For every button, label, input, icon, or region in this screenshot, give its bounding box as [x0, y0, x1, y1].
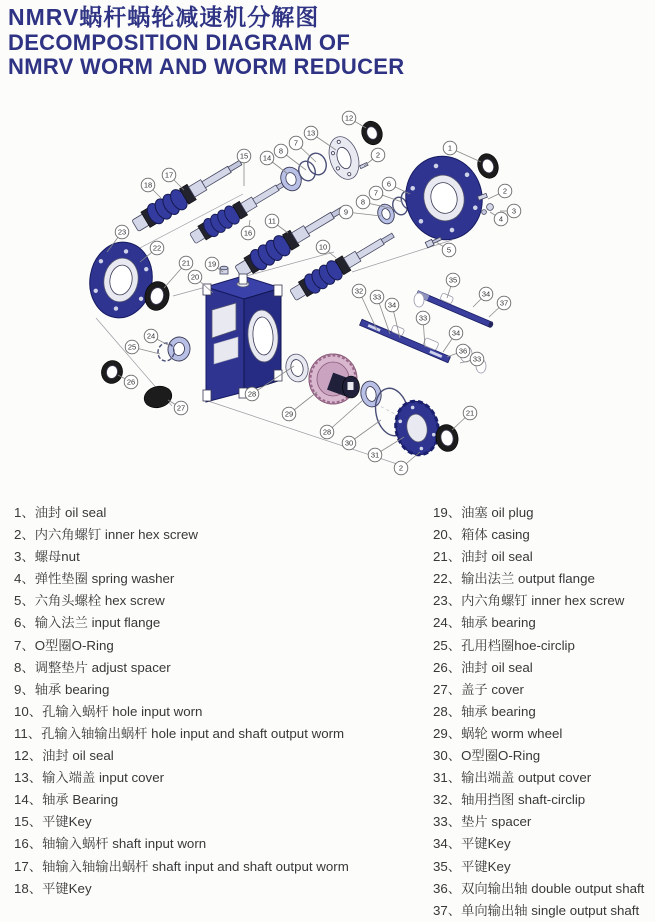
callout-number: 13	[306, 128, 316, 138]
callout-number: 21	[181, 258, 191, 268]
parts-list-item: 9、轴承 bearing	[14, 681, 110, 697]
callout-number: 17	[164, 170, 174, 180]
callout-number: 30	[344, 438, 354, 448]
callout-number: 18	[143, 180, 153, 190]
parts-list-item: 14、轴承 Bearing	[14, 792, 119, 808]
parts-list-item: 7、O型圈O-Ring	[14, 637, 114, 653]
parts-list-item: 27、盖子 cover	[433, 681, 524, 697]
callout-number: 2	[398, 463, 404, 473]
parts-list-item: 6、输入法兰 input flange	[14, 615, 161, 631]
input-cover	[324, 133, 364, 183]
oil-plug	[220, 266, 228, 274]
callout-number: 10	[318, 242, 328, 252]
parts-list-item: 11、孔输入轴输出蜗杆 hole input and shaft output worm	[14, 725, 345, 741]
callout-number: 9	[343, 207, 349, 217]
callout-number: 26	[126, 377, 136, 387]
callout-number: 35	[448, 275, 458, 285]
callout-number: 34	[481, 289, 491, 299]
output-wheel-assembly	[283, 352, 460, 459]
page-title-zh: NMRV蜗杆蜗轮减速机分解图	[8, 4, 320, 30]
bearing-24	[166, 335, 192, 362]
lower-left-parts	[99, 335, 192, 410]
parts-list-item: 33、垫片 spacer	[433, 814, 532, 830]
parts-list-item: 29、蜗轮 worm wheel	[433, 725, 563, 741]
callout-number: 22	[152, 243, 162, 253]
parts-list-item: 30、O型圈O-Ring	[433, 748, 541, 764]
callout-number: 4	[498, 214, 504, 224]
parts-list-item: 4、弹性垫圈 spring washer	[14, 571, 175, 587]
callout-number: 2	[375, 150, 381, 160]
callout-number: 32	[354, 286, 364, 296]
parts-list-item: 18、平键Key	[14, 880, 92, 896]
callout-number: 24	[146, 331, 156, 341]
callout-number: 31	[370, 450, 380, 460]
cover-27	[142, 383, 174, 410]
parts-list-item: 15、平键Key	[14, 814, 92, 830]
double-output-shaft	[360, 319, 451, 362]
oil-seal-12	[358, 118, 386, 148]
callout-number: 36	[458, 346, 468, 356]
page-title-en-line1: DECOMPOSITION DIAGRAM OF	[8, 30, 351, 55]
parts-list-item: 31、输出端盖 output cover	[433, 770, 592, 786]
callout-number: 21	[465, 408, 475, 418]
parts-list-item: 25、孔用档圈hoe-circlip	[433, 637, 575, 653]
callout-number: 16	[243, 228, 253, 238]
callout-number: 27	[176, 403, 186, 413]
callout-number: 20	[190, 272, 200, 282]
parts-list-item: 20、箱体 casing	[433, 527, 530, 543]
page-title-en-line2: NMRV WORM AND WORM REDUCER	[8, 54, 405, 79]
callout-number: 15	[239, 151, 249, 161]
callout-number: 8	[278, 146, 284, 156]
callout-number: 28	[322, 427, 332, 437]
callout-number: 33	[472, 354, 482, 364]
parts-list-item: 26、油封 oil seal	[433, 659, 533, 675]
parts-list-item: 3、螺母nut	[14, 549, 80, 565]
parts-list-left	[14, 502, 349, 900]
worm-wheel	[309, 354, 360, 404]
parts-list-item: 32、轴用挡图 shaft-circlip	[433, 792, 586, 808]
spring-washer	[482, 210, 487, 215]
parts-list-item: 13、输入端盖 input cover	[14, 770, 165, 786]
parts-list-item: 28、轴承 bearing	[433, 703, 536, 719]
parts-list-item: 17、轴输入轴输出蜗杆 shaft input and shaft output worm	[14, 858, 349, 874]
callout-number: 33	[372, 292, 382, 302]
parts-list-item: 2、内六角螺钉 inner hex screw	[14, 527, 198, 543]
callout-number: 11	[268, 216, 276, 226]
callout-number: 28	[247, 389, 257, 399]
oil-seal-26	[99, 358, 125, 385]
parts-list-item: 35、平键Key	[433, 858, 511, 874]
parts-list-item: 12、油封 oil seal	[14, 748, 114, 764]
parts-list-item: 36、双向输出轴 double output shaft	[433, 880, 645, 896]
callout-number: 34	[387, 300, 397, 310]
parts-list-item: 24、轴承 bearing	[433, 615, 536, 631]
parts-list-item: 1、油封 oil seal	[14, 505, 107, 520]
callout-number: 6	[386, 179, 392, 189]
callout-number: 7	[293, 138, 299, 148]
callout-number: 29	[284, 409, 294, 419]
parts-list-item: 23、内六角螺钉 inner hex screw	[433, 593, 625, 609]
nut	[487, 204, 494, 211]
parts-list-item: 19、油塞 oil plug	[433, 505, 534, 520]
parts-list-item: 34、平键Key	[433, 836, 511, 852]
parts-list-item: 16、轴输入蜗杆 shaft input worn	[14, 836, 207, 852]
input-flange	[397, 148, 491, 248]
parts-list-right-ul	[433, 502, 644, 922]
callout-number: 8	[360, 197, 366, 207]
output-cover	[391, 397, 443, 459]
callout-number: 37	[499, 298, 509, 308]
oil-seal-1	[474, 151, 501, 181]
callout-number: 7	[373, 188, 379, 198]
callout-number: 23	[117, 227, 127, 237]
parts-list-right	[433, 502, 644, 922]
parts-list-item: 21、油封 oil seal	[433, 549, 533, 565]
parts-list-item: 5、六角头螺栓 hex screw	[14, 593, 165, 609]
input-cover-assembly	[277, 118, 385, 194]
parts-list-left-ul	[14, 502, 349, 900]
callout-number: 3	[511, 206, 517, 216]
callout-number: 19	[207, 259, 217, 269]
callout-number: 25	[127, 342, 137, 352]
callout-number: 5	[446, 245, 452, 255]
callout-number: 14	[262, 153, 272, 163]
callout-number: 12	[344, 113, 354, 123]
output-flange	[84, 237, 158, 323]
callout-number: 33	[418, 313, 428, 323]
parts-list-item: 10、孔输入蜗杆 hole input worn	[14, 703, 203, 719]
parts-list-item: 22、输出法兰 output flange	[433, 571, 595, 587]
callout-number: 34	[451, 328, 461, 338]
callout-number: 1	[447, 143, 453, 153]
parts-list-item: 37、单向输出轴 single output shaft	[433, 902, 640, 918]
callout-number: 2	[502, 186, 508, 196]
parts-list-item: 8、调整垫片 adjust spacer	[14, 659, 171, 675]
